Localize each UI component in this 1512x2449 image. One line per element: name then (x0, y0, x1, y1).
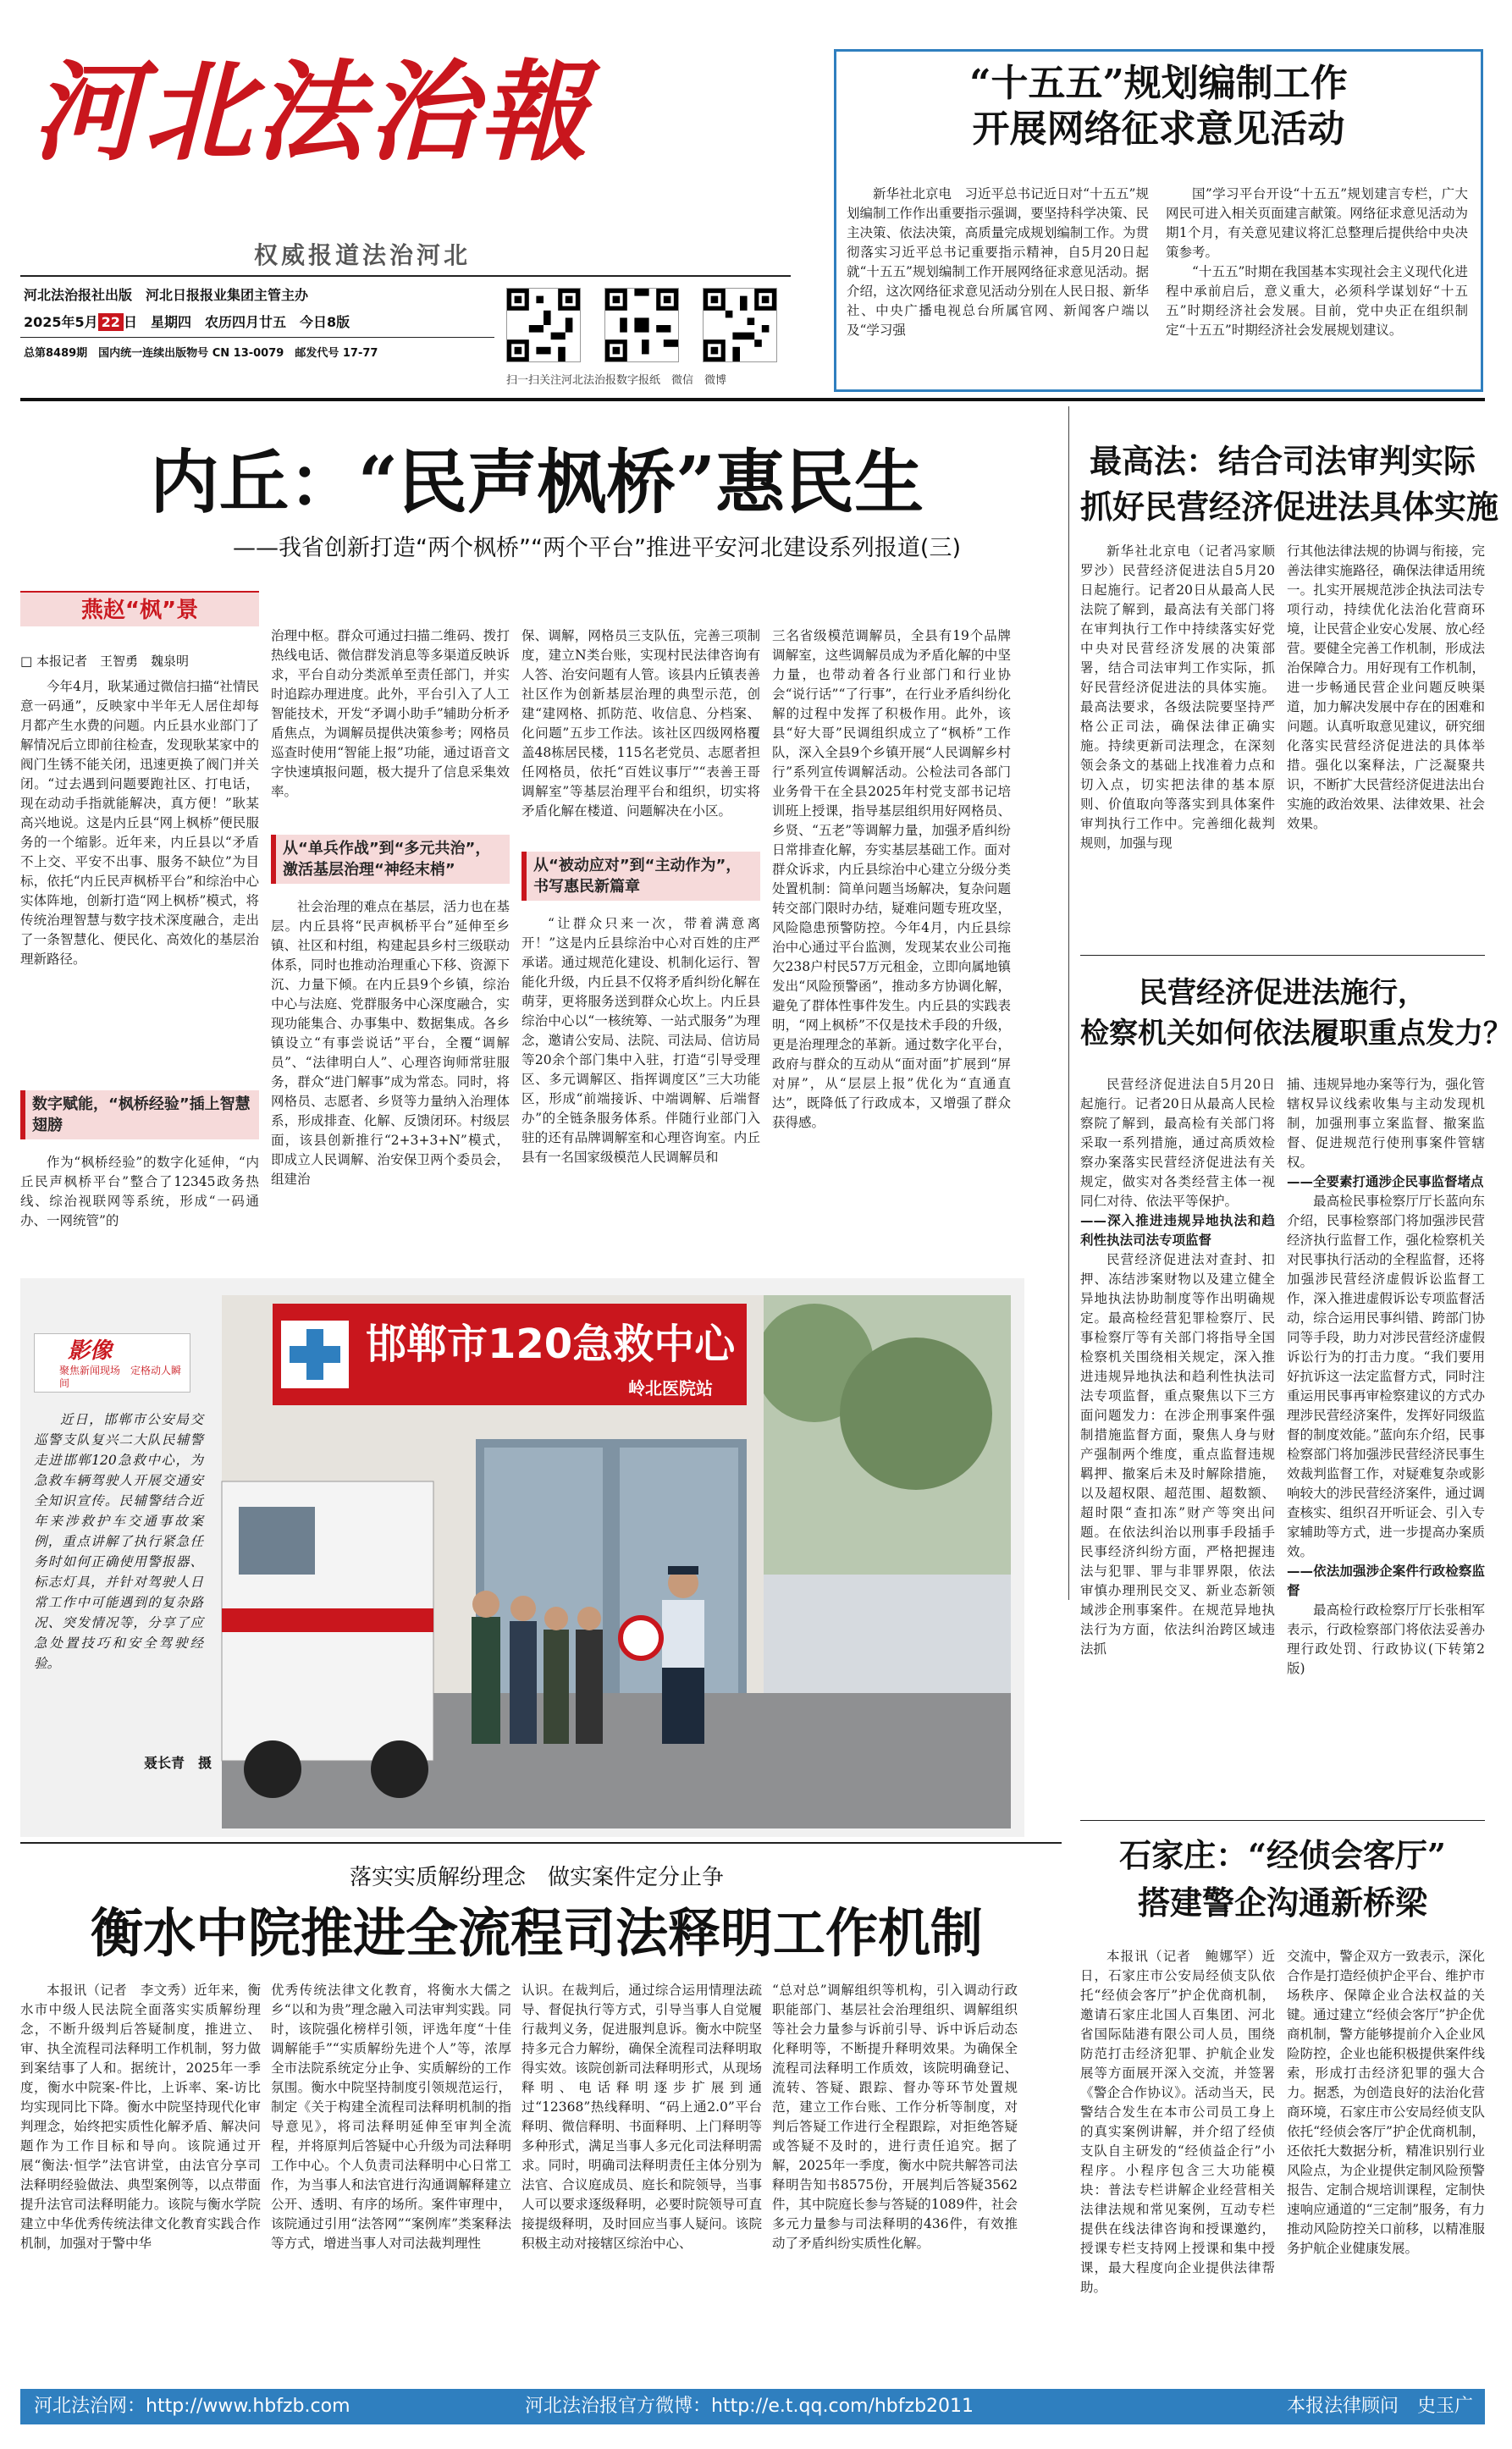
lead-col-2: 治理中枢。群众可通过扫描二维码、拨打热线电话、微信群发消息等多渠道反映诉求，平台自动分类派单至责任部门，并实时追踪办理进度。此外，平台引入了人工智能技术，开发“矛调小助手”辅助分析矛盾焦点，为调解员提供决策参考；网格员巡查时使用“智能上报”功能，通过语音文字快速填报问题，极大提升了信息采集效率。 (271, 628, 510, 799)
lead-subtitle: ——我省创新打造“两个枫桥”“两个平台”推进平安河北建设系列报道(三) (232, 535, 962, 561)
qr-code-weibo[interactable] (703, 288, 777, 362)
lead-col-2b: 社会治理的难点在基层，活力也在基层。内丘县将“民声枫桥平台”延伸至乡镇、社区和村组，构建起县乡村三级联动体系，同时也推动治理重心下移、资源下沉、力量下倾。在内丘县9个乡镇，综治中心与法庭、党群服务中心深度融合，实现功能集合、办事集中、数据集成。各乡镇设立“有事尝说话”平台，全覆“调解员”、“法律明白人”、心理咨询师常驻服务，群众“进门解事”成为常态。同时，将网格员、志愿者、乡贤等力量纳入治理体系，形成排查、化解、反馈闭环。村级层面，该县创新推行“2+3+3+N”模式，即成立人民调解、治安保卫两个委员会，组建治 (271, 899, 510, 1187)
photo-sign-sub: 岭北医院站 (628, 1378, 713, 1398)
bottom-col-3: 认识。在裁判后，通过综合运用情理法疏导、督促执行等方式，引导当事人自觉履行裁判义务，促进服判息诉。衡水中院坚持多元合力解纷，确保全流程司法释明取得实效。该院创新司法释明形式，从现场释明、电话释明逐步扩展到通过“12368”热线释明、“码上通2.0”平台释明、微信释明、书面释明、上门释明等多种形式，满足当事人多元化司法释明需求。同时，明确司法释明责任主体分别为法官、合议庭成员、庭长和院领导，当事人可以要求逐级释明，必要时院领导可直接提级释明，及时回应当事人疑问。该院积极主动对接辖区综治中心、 (521, 1983, 762, 2251)
date-day-badge: 22 (98, 313, 124, 331)
qr-code-digital[interactable] (506, 288, 581, 362)
masthead-date: 2025年5月 22 日 星期四 农历四月廿五 今日8版 (24, 314, 350, 330)
bottom-kicker: 落实实质解纷理念 做实案件定分止争 (349, 1865, 724, 1890)
top-right-title-1: “十五五”规划编制工作 (969, 62, 1348, 105)
news-photo[interactable] (222, 1295, 1011, 1828)
lead-subhead-1: 数字赋能，“枫桥经验”插上智慧翅膀 (20, 1090, 259, 1139)
photo-tag: 影像 (68, 1338, 113, 1364)
top-right-col-2: 国”学习平台开设“十五五”规划建言专栏，广大网民可进入相关页面建言献策。网络征求意见活动为期1个月，有关意见建议将汇总整理后提供给中央决策参考。 “十五五”时期在我国基本实现社会主义现代化进程中承前启后，意义重大，必须科学谋划好“十五五”时期经济社会发展。目前，党中央正在组织制定“十五五”时期经济社会发展规划建议。 (1166, 186, 1468, 338)
right3-col-2: 交流中，警企双方一致表示，深化合作是打造经侦护企平台、维护市场秩序、保障企业合法权益的关键。通过建立“经侦会客厅”护企优商机制，警方能够提前介入企业风险防控，企业也能积极提供案件线索，形成打击经济犯罪的强大合力。据悉，为创造良好的法治化营商环境，石家庄市公安局经侦支队依托“经侦会客厅”护企优商机制，还依托大数据分析，精准识别行业风险点，为企业提供定制风险预警报告、定制合规培训课程，定制快速响应通道的“三定制”服务，有力推动风险防控关口前移，以精准服务护航企业健康发展。 (1287, 1949, 1485, 2256)
right1-title-1: 最高法：结合司法审判实际 (1089, 442, 1476, 480)
lead-subhead-3: 从“被动应对”到“主动作为”，书写惠民新篇章 (521, 852, 760, 901)
right3-title-2: 搭建警企沟通新桥梁 (1137, 1884, 1427, 1922)
masthead-issue: 总第8489期 国内统一连续出版物号 CN 13-0079 邮发代号 17-77 (24, 347, 378, 360)
bottom-col-2: 优秀传统法律文化教育，将衡水大儒之乡“以和为贵”理念融入司法审判实践。同时，该院强化榜样引领，评选年度“十佳调解能手”“实质解纷先进个人”等，浓厚全市法院系统定分止争、实质解纷的工作氛围。衡水中院坚持制度引领规范运行，制定《关于构建全流程司法释明机制的指导意见》，将司法释明延伸至审判全流程，并将原判后答疑中心升级为司法释明工作中心。个人负责司法释明中心日常工作，为当事人和法官进行沟通调解释建立公开、透明、有序的场所。案件审理中，该院通过引用“法答网”“案例库”类案释法等方式，增进当事人对司法裁判理性 (271, 1983, 511, 2251)
right3-col-1: 本报讯（记者 鲍娜罕）近日，石家庄市公安局经侦支队依托“经侦会客厅”护企优商机制，邀请石家庄北国人百集团、河北省国际陆港有限公司人员，围绕防范打击经济犯罪、护航企业发展等方面展开深入交流，并签署《警企合作协议》。活动当天，民警结合发生在本市公司员工身上的真实案例讲解，并介绍了经侦支队自主研发的“经侦益企行”小程序。小程序包含三大功能模块：普法专栏讲解企业经营相关法律法规和常见案例，互动专栏提供在线法律咨询和授课邀约，授课专栏支持网上授课和集中授课，最大程度向企业提供法律帮助。 (1080, 1949, 1275, 2295)
top-right-col-1: 新华社北京电 习近平总书记近日对“十五五”规划编制工作作出重要指示强调，要坚持科学决策、民主决策、依法决策，高质量完成规划编制工作。为贯彻落实习近平总书记重要指示精神，自5月20日起就“十五五”规划编制工作开展网络征求意见活动。据介绍，这次网络征求意见活动分别在人民日报、新华社、中央广播电视总台所属官网、新闻客户端以及“学习强 (847, 186, 1149, 338)
masthead-slogan: 权威报道法治河北 (254, 241, 472, 269)
right2-title-2: 检察机关如何依法履职重点发力？ (1080, 1017, 1512, 1051)
masthead-publisher: 河北法治报社出版 河北日报报业集团主管主办 (24, 287, 309, 303)
lead-byline: □ 本报记者 王智勇 魏泉明 (20, 654, 189, 669)
qr-code-wechat[interactable] (604, 288, 679, 362)
bottom-col-1: 本报讯（记者 李文秀）近年来，衡水市中级人民法院全面落实实质解纷理念，不断升级判后答疑制度，推进立、审、执全流程司法释明工作机制，努力做到案结事了人和。据统计，2025年一季度，衡水中院案-件比，上诉率、案-访比均实现同比下降。衡水中院坚持现代化审判理念，始终把实质性化解矛盾、解决问题作为工作目标和导向。该院通过开展“衡法·恒学”法官讲堂，由法官分享司法释明经验做法、典型案例等，以点带面提升法官司法释明能力。该院与衡水学院建立中华优秀传统法律文化教育实践合作机制，加强对于警中华 (20, 1983, 261, 2251)
right2-subhead-1: ——深入推进违规异地执法和趋利性执法司法专项监督 (1080, 1213, 1275, 1248)
footer-weibo[interactable]: 河北法治报官方微博：http://e.t.qq.com/hbfzb2011 (525, 2396, 974, 2417)
photo-credit: 聂长青 摄 (143, 1755, 212, 1771)
lead-col-1: 今年4月，耿某通过微信扫描“社情民意一码通”，反映家中半年无人居住却每月都产生水费的问题。内丘县水业部门了解情况后立即前往检查，发现耿某家中的阀门生锈不能关闭，迅速更换了阀门并关闭。“过去遇到问题要跑社区、打电话，现在动动手指就能解决，真方便！”耿某高兴地说。这是内丘县“网上枫桥”便民服务的一个缩影。近年来，内丘县以“矛盾不上交、平安不出事、服务不缺位”为目标，依托“内丘民声枫桥平台”和综治中心实体阵地，创新打造“网上枫桥”模式，将传统治理智慧与数字技术深度融合，走出了一条智慧化、便民化、高效化的基层治理新路径。 (20, 679, 259, 967)
footer-legal-counsel: 本报法律顾问 史玉广 (1286, 2396, 1473, 2417)
masthead-title: 河北法治報 (32, 49, 592, 176)
right2-col-2: 捕、违规异地办案等行为，强化管辖权异议线索收集与主动发现机制，加强刑事立案监督、撤案监督、促进规范行使刑事案件管辖权。 ——全要素打通涉企民事监督堵点 最高检民事检察厅厅长蓝向东介绍，民事检察部门将加强涉民营经济执行监督工作，强化检察机关对民事执行活动的全程监督，还将加强涉民营经济虚假诉讼监督工作，深入推进虚假诉讼专项监督活动，综合运用民事纠错、跨部门协同等手段，助力对涉民营经济虚假诉讼行为的打击力度。“我们要用好抗诉这一法定监督方式，同时注重运用民事再审检察建议的方式办理涉民营经济案件，发挥好同级监督的制度效能。”蓝向东介绍，民事检察部门将加强涉民营经济民事生效裁判监督工作，对疑难复杂或影响较大的涉民营经济案件，通过调查核实、组织召开听证会、引入专家辅助等方式，进一步提高办案质效。 ——依法加强涉企案件行政检察监督 最高检行政检察厅厅长张相军表示，行政检察部门将依法妥善办理行政处罚、行政协议(下转第2版) (1287, 1077, 1485, 1676)
lead-title: 内丘：“民声枫桥”惠民生 (149, 442, 924, 523)
news-photo-drawing (222, 1295, 1011, 1828)
qr-caption: 扫一扫关注河北法治报数字报纸 微信 微博 (506, 374, 727, 387)
lead-column-tag: 燕赵“枫”景 (20, 591, 259, 626)
photo-caption: 近日，邯郸市公安局交巡警支队复兴二大队民辅警走进邯郸120急救中心，为急救车辆驾驶人开展交通安全知识宣传。民辅警结合近年来涉救护车交通事故案例，重点讲解了执行紧急任务时如何正确使用警报器、标志灯具，并针对驾驶人日常工作中可能遇到的复杂路况、突发情况等，分享了应急处置技巧和安全驾驶经验。 (34, 1412, 203, 1671)
lead-col-1b: 作为“枫桥经验”的数字化延伸，“内丘民声枫桥平台”整合了12345政务热线、综治视联网等系统，形成“一码通办、一网统管”的 (20, 1155, 259, 1228)
right1-col-1: 新华社北京电（记者冯家顺 罗沙）民营经济促进法自5月20日起施行。记者20日从最高人民法院了解到，最高法有关部门将在审判执行工作中持续落实好党中央对民营经济发展的决策部署，结合司法审判工作实际，抓好民营经济促进法的具体实施。最高法要求，各级法院要坚持严格公正司法，确保法律正确实施。持续更新司法理念，在深刻领会条文的基础上找准着力点和切入点，切实把法律的基本原则、价值取向等落实到具体案件审判执行工作中。完善细化裁判规则，加强与现 (1080, 543, 1289, 851)
lead-col-4: 三名省级模范调解员，全县有19个品牌调解室，这些调解员成为矛盾化解的中坚力量，也带动着各行业部门和行业协会“说行话”“了行事”，在行业矛盾纠纷化解的过程中发挥了积极作用。此外，该县“好大哥”民调组织成立了“枫桥”工作队，深入全县9个乡镇开展“人民调解乡村行”系列宣传调解活动。公检法司各部门业务骨干在全县2025年村党支部书记培训班上授课，指导基层组织用好网格员、乡贤、“五老”等调解力量，加强矛盾纠纷日常排查化解，夯实基层基础工作。面对群众诉求，内丘县综治中心建立分级分类处置机制：简单问题当场解决，复杂问题转交部门限时办结，疑难问题专班攻坚，风险隐患预警防控。今年4月，内丘县综治中心通过平台监测，发现某农业公司拖欠238户村民57万元租金，立即向属地镇发出“风险预警函”，推动多方协调化解，避免了群体性事件发生。内丘县的实践表明，“网上枫桥”不仅是技术手段的升级，更是治理理念的革新。通过数字化平台，政府与群众的互动从“面对面”扩展到“屏对屏”，从“层层上报”优化为“直通直达”，既降低了行政成本，又增强了群众获得感。 (772, 628, 1011, 1130)
right2-subhead-3: ——依法加强涉企案件行政检察监督 (1287, 1564, 1485, 1598)
right1-col-2: 行其他法律法规的协调与衔接，完善法律实施路径，确保法律适用统一。扎实开展规范涉企执法司法专项行动，持续优化法治化营商环境，让民营企业安心发展、放心经营。要健全完善工作机制，形成法治保障合力。用好现有工作机制，进一步畅通民营企业问题反映渠道，加力解决发展中存在的困难和问题。认真听取意见建议，研究细化落实民营经济促进法的具体举措。强化以案释法，广泛凝聚共识，不断扩大民营经济促进法出台实施的政治效果、法律效果、社会效果。 (1287, 543, 1485, 831)
footer-website[interactable]: 河北法治网：http://www.hbfzb.com (34, 2396, 350, 2417)
right2-col-1: 民营经济促进法自5月20日起施行。记者20日从最高人民检察院了解到，最高检有关部门将采取一系列措施，通过高质效检察办案落实民营经济促进法有关规定，做实对各类经营主体一视同仁对待、依法平等保护。 ——深入推进违规异地执法和趋利性执法司法专项监督 民营经济促进法对查封、扣押、冻结涉案财物以及建立健全异地执法协助制度等作出明确规定。最高检经营犯罪检察厅、民事检察厅等有关部门将指导全国检察机关围绕相关规定，深入推进违规异地执法和趋利性执法司法专项监督，重点聚焦以下三方面问题发力：在涉企刑事案件强制措施监督方面，聚焦人身与财产强制两个维度，重点监督违规羁押、撤案后未及时解除措施，以及超权限、超范围、超数额、超时限“查扣冻”财产等突出问题。在依法纠治以刑事手段插手民事经济纠纷方面，严格把握违法与犯罪、罪与非罪界限，依法审慎办理刑民交叉、新业态新领域涉企刑事案件。在规范异地执法行为方面，依法纠治跨区域违法抓 (1080, 1077, 1275, 1657)
photo-tag-sub: 聚焦新闻现场 定格动人瞬间 (59, 1365, 182, 1389)
right2-subhead-2: ——全要素打通涉企民事监督堵点 (1287, 1174, 1484, 1189)
lead-col-3b: “让群众只来一次，带着满意离开！”这是内丘县综治中心对百姓的庄严承诺。通过规范化建设、机制化运行、智能化升级，内丘县不仅将矛盾纠纷化解在萌芽，更将服务送到群众心坎上。内丘县综治中心以“一核统筹、一站式服务”为理念，邀请公安局、法院、司法局、信访局等20余个部门集中入驻，打造“引导受理区、多元调解区、指挥调度区”三大功能区，形成“前端接诉、中端调解、后端督办”的全链条服务体系。伴随行业部门入驻的还有品牌调解室和心理咨询室。内丘县有一名国家级模范人民调解员和 (521, 916, 760, 1165)
bottom-title: 衡水中院推进全流程司法释明工作机制 (90, 1902, 983, 1964)
right1-title-2: 抓好民营经济促进法具体实施 (1080, 488, 1499, 526)
bottom-col-4: “总对总”调解组织等机构，引入调动行政职能部门、基层社会治理组织、调解组织等社会力量参与诉前引导、诉中诉后动态化释明等，不断提升释明效果。为确保全流程司法释明工作质效，该院明确登记、流转、答疑、跟踪、督办等环节处置规范，建立工作台账、工作分析等制度，对判后答疑工作进行全程跟踪，对拒绝答疑或答疑不及时的，进行责任追究。据了解，2025年一季度，衡水中院共解答司法释明告知书8575份，开展判后答疑3562件，其中院庭长参与答疑的1089件，社会多元力量参与司法释明的436件，有效推动了矛盾纠纷实质性化解。 (772, 1983, 1018, 2251)
right3-title-1: 石家庄：“经侦会客厅” (1119, 1836, 1446, 1874)
lead-col-3: 保、调解，网格员三支队伍，完善三项制度，建立N类台账，实现村民法律咨询有人答、治安问题有人管。该县内丘镇表善社区作为创新基层治理的典型示范，创建“建网格、抓防范、收信息、分档案、化问题”五步工作法。该社区四级网格覆盖48栋居民楼，115名老党员、志愿者担任网格员，依托“百姓议事厅”“表善王哥调解室”等基层治理平台和组织，切实将矛盾化解在楼道、问题解决在小区。 (521, 628, 760, 819)
right2-title-1: 民营经济促进法施行， (1139, 976, 1426, 1010)
lead-subhead-2: 从“单兵作战”到“多元共治”，激活基层治理“神经末梢” (271, 835, 510, 884)
photo-sign-main: 邯郸市120急救中心 (366, 1321, 736, 1368)
top-right-title-2: 开展网络征求意见活动 (972, 108, 1345, 151)
